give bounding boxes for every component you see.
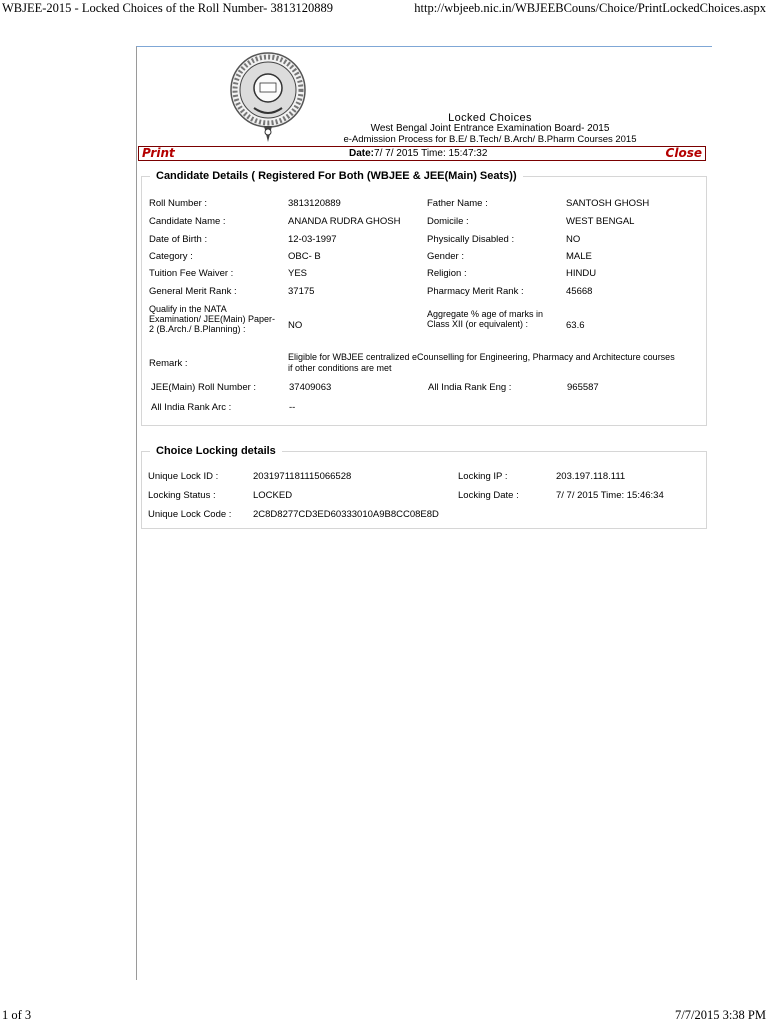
unique-lock-code-value: 2C8D8277CD3ED60333010A9B8CC08E8D [253,509,439,520]
tuition-fee-waiver-value: YES [288,268,308,279]
all-india-rank-arc-value: -- [289,402,296,413]
religion-value: HINDU [566,268,597,279]
jee-main-roll-value: 37409063 [289,382,332,393]
print-page-title: WBJEE-2015 - Locked Choices of the Roll Number- 3813120889 [2,1,333,15]
nata-qualify-value: NO [288,320,303,331]
dob-label: Date of Birth : [149,234,208,245]
page-heading-title: Locked Choices [448,112,532,124]
roll-number-value: 3813120889 [288,198,341,209]
gender-label: Gender : [427,251,464,262]
nata-qualify-label: Qualify in the NATA Examination/ JEE(Main) Paper-2 (B.Arch./ B.Planning) : [149,304,276,334]
physically-disabled-value: NO [566,234,581,245]
tuition-fee-waiver-label: Tuition Fee Waiver : [149,268,234,279]
action-bar [138,146,706,161]
candidate-name-value: ANANDA RUDRA GHOSH [288,216,401,227]
print-button[interactable]: Print [142,146,175,160]
unique-lock-id-label: Unique Lock ID : [148,471,219,482]
domicile-value: WEST BENGAL [566,216,635,227]
page-heading-process: e-Admission Process for B.E/ B.Tech/ B.Arch/ B.Pharm Courses 2015 [343,134,637,145]
domicile-label: Domicile : [427,216,469,227]
locking-date-label: Locking Date : [458,490,519,501]
locking-status-value: LOCKED [253,490,293,501]
locking-ip-label: Locking IP : [458,471,508,482]
remark-label: Remark : [149,358,188,369]
locking-ip-value: 203.197.118.111 [556,471,626,482]
religion-label: Religion : [427,268,467,279]
unique-lock-code-label: Unique Lock Code : [148,509,232,520]
print-date-label: Date: [349,148,375,159]
physically-disabled-label: Physically Disabled : [427,234,515,245]
pharmacy-merit-rank-label: Pharmacy Merit Rank : [427,286,524,297]
remark-value: Eligible for WBJEE centralized eCounselling for Engineering, Pharmacy and Architecture courses if other conditions are met [288,352,675,373]
jee-main-roll-label: JEE(Main) Roll Number : [151,382,257,393]
page-heading-board: West Bengal Joint Entrance Examination Board- 2015 [370,123,610,134]
father-name-value: SANTOSH GHOSH [566,198,650,209]
category-label: Category : [149,251,193,262]
locking-status-label: Locking Status : [148,490,216,501]
general-merit-rank-label: General Merit Rank : [149,286,237,297]
gender-value: MALE [566,251,592,262]
candidate-details-legend: Candidate Details ( Registered For Both (WBJEE & JEE(Main) Seats)) [156,170,517,182]
close-button[interactable]: Close [665,146,702,160]
all-india-rank-eng-value: 965587 [567,382,599,393]
father-name-label: Father Name : [427,198,488,209]
pharmacy-merit-rank-value: 45668 [566,286,593,297]
all-india-rank-arc-label: All India Rank Arc : [151,402,232,413]
aggregate-marks-label: Aggregate % age of marks in Class XII (or equivalent) : [427,309,544,329]
print-page-number: 1 of 3 [2,1008,32,1022]
dob-value: 12-03-1997 [288,234,337,245]
choice-locking-legend: Choice Locking details [156,445,276,457]
candidate-name-label: Candidate Name : [149,216,226,227]
print-date [349,148,487,159]
aggregate-marks-value: 63.6 [566,320,585,331]
unique-lock-id-value: 2031971181115066528 [253,471,352,482]
print-page-url: http://wbjeeb.nic.in/WBJEEBCouns/Choice/PrintLockedChoices.aspx [414,1,766,15]
roll-number-label: Roll Number : [149,198,208,209]
category-value: OBC- B [288,251,321,262]
print-datetime: 7/7/2015 3:38 PM [675,1008,766,1022]
all-india-rank-eng-label: All India Rank Eng : [428,382,512,393]
general-merit-rank-value: 37175 [288,286,315,297]
locking-date-value: 7/ 7/ 2015 Time: 15:46:34 [556,490,664,501]
print-date-value: 7/ 7/ 2015 Time: 15:47:32 [374,148,488,159]
